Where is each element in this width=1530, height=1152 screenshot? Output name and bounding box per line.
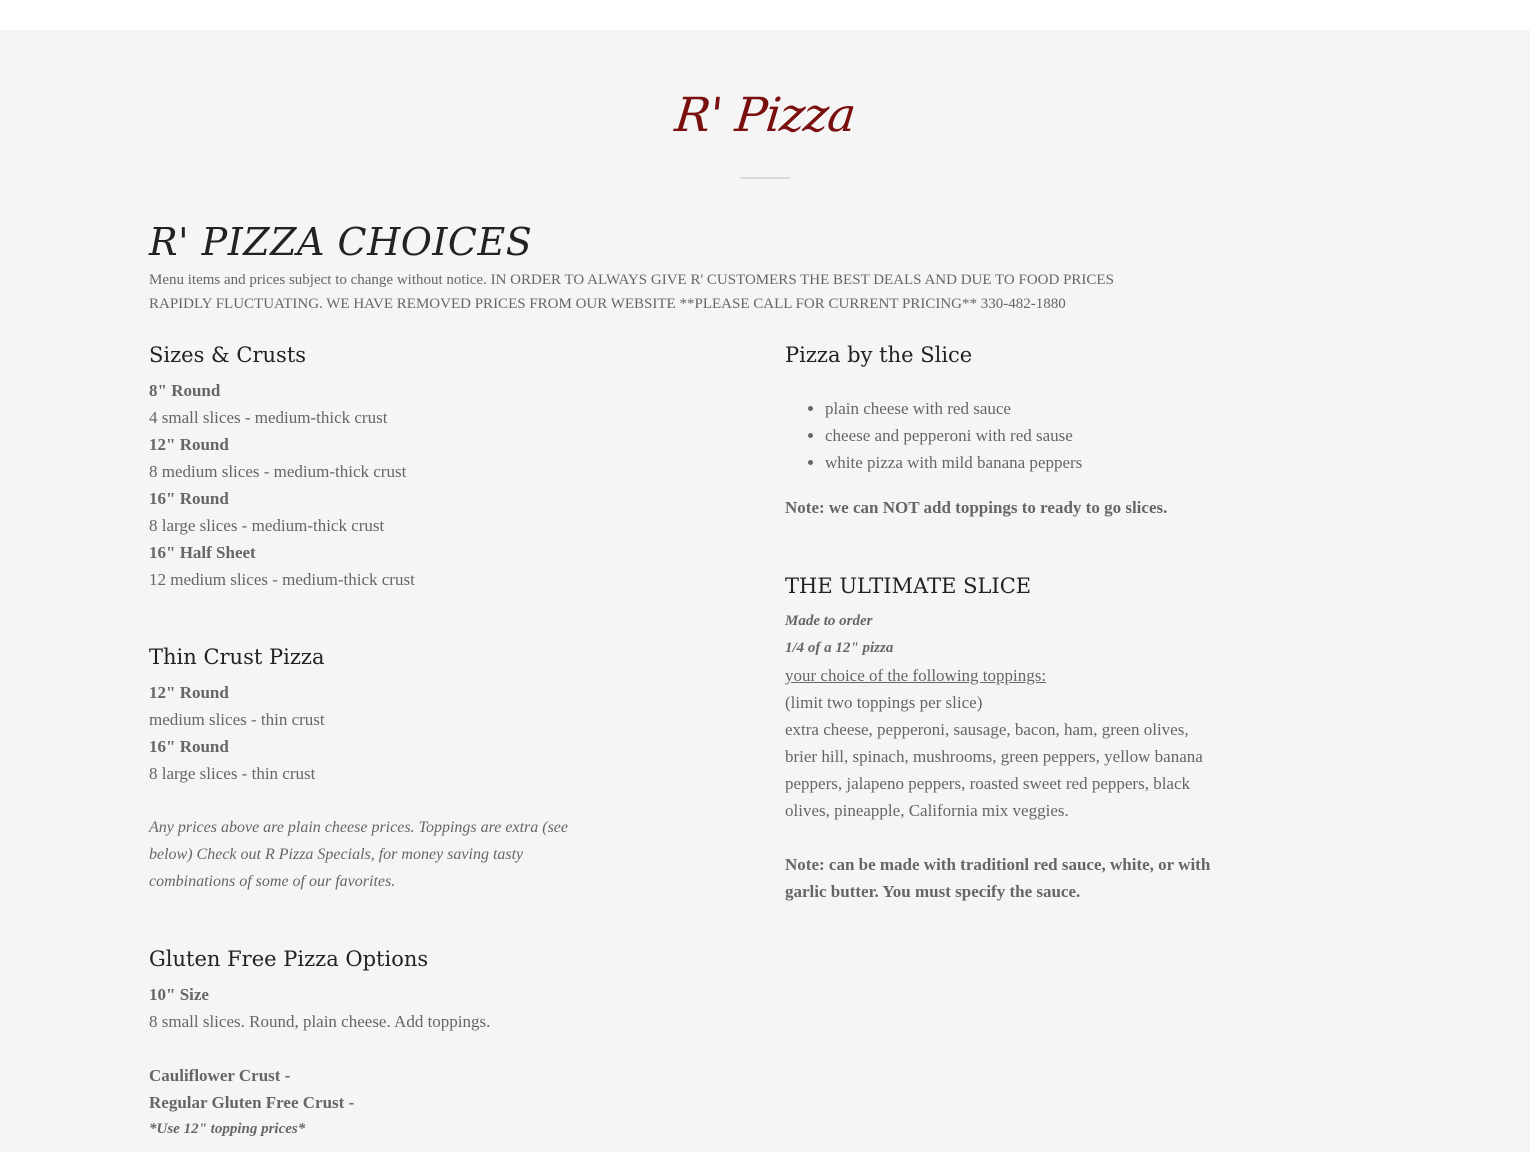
section-heading-ultimate-slice: THE ULTIMATE SLICE <box>785 574 1032 598</box>
size-name: 8" Round <box>149 381 221 400</box>
crust-option: Cauliflower Crust - <box>149 1066 291 1085</box>
size-desc: 8 medium slices - medium-thick crust <box>149 462 407 481</box>
list-item: • white pizza with mild banana peppers <box>825 449 1235 476</box>
thin-size-desc: medium slices - thin crust <box>149 710 325 729</box>
list-item: • cheese and pepperoni with red sause <box>825 422 1235 449</box>
slice-list <box>785 395 1235 476</box>
section-heading-slice: Pizza by the Slice <box>785 343 973 367</box>
right-column <box>785 340 1235 905</box>
list-item: • plain cheese with red sauce <box>825 395 1235 422</box>
portion-size: 1/4 of a 12" pizza <box>785 640 894 656</box>
crust-option: Regular Gluten Free Crust - <box>149 1093 355 1112</box>
gluten-size-desc: 8 small slices. Round, plain cheese. Add toppings. <box>149 1012 491 1031</box>
size-name: 16" Round <box>149 489 229 508</box>
gluten-size-name: 10" Size <box>149 985 209 1004</box>
sauce-note: Note: can be made with traditionl red sauce, white, or with garlic butter. You must specify the sauce. <box>785 855 1211 901</box>
size-desc: 4 small slices - medium-thick crust <box>149 408 388 427</box>
slice-note: Note: we can NOT add toppings to ready to go slices. <box>785 498 1168 517</box>
size-name: 16" Half Sheet <box>149 543 256 562</box>
size-name: 12" Round <box>149 435 229 454</box>
section-heading-sizes: Sizes & Crusts <box>149 343 307 367</box>
topping-choice-label: your choice of the following toppings: <box>785 666 1047 685</box>
section-heading-thin-crust: Thin Crust Pizza <box>149 645 325 669</box>
section-heading-gluten-free: Gluten Free Pizza Options <box>149 947 429 971</box>
topping-list: extra cheese, pepperoni, sausage, bacon, ham, green olives, brier hill, spinach, mushrooms, green peppers, yellow banana peppers, jalapeno peppers, roasted sweet red peppers, black olives, pineapple, California mix veggies. <box>785 720 1203 820</box>
topping-limit: (limit two toppings per slice) <box>785 693 983 712</box>
brand-divider <box>740 177 790 179</box>
pricing-notice: Menu items and prices subject to change without notice. IN ORDER TO ALWAYS GIVE R' CUSTOMERS THE BEST DEALS AND DUE TO FOOD PRICES RAPIDLY FLUCTUATING. WE HAVE REMOVED PRICES FROM OUR WEBSITE **PLEASE CALL FOR CURRENT PRICING** 330-482-1880 <box>149 272 1114 312</box>
thin-size-desc: 8 large slices - thin crust <box>149 764 316 783</box>
made-to-order: Made to order <box>785 613 873 629</box>
thin-size-name: 16" Round <box>149 737 229 756</box>
size-desc: 8 large slices - medium-thick crust <box>149 516 385 535</box>
size-desc: 12 medium slices - medium-thick crust <box>149 570 415 589</box>
top-bar <box>0 0 1530 30</box>
left-column <box>149 340 599 1143</box>
thin-size-name: 12" Round <box>149 683 229 702</box>
site-brand[interactable]: R' Pizza <box>672 88 858 143</box>
topping-price-note: *Use 12" topping prices* <box>149 1121 306 1137</box>
page-title: R' PIZZA CHOICES <box>149 220 533 264</box>
pricing-note: Any prices above are plain cheese prices. Toppings are extra (see below) Check out R Pizza Specials, for money saving tasty combinations of some of our favorites. <box>149 819 569 890</box>
